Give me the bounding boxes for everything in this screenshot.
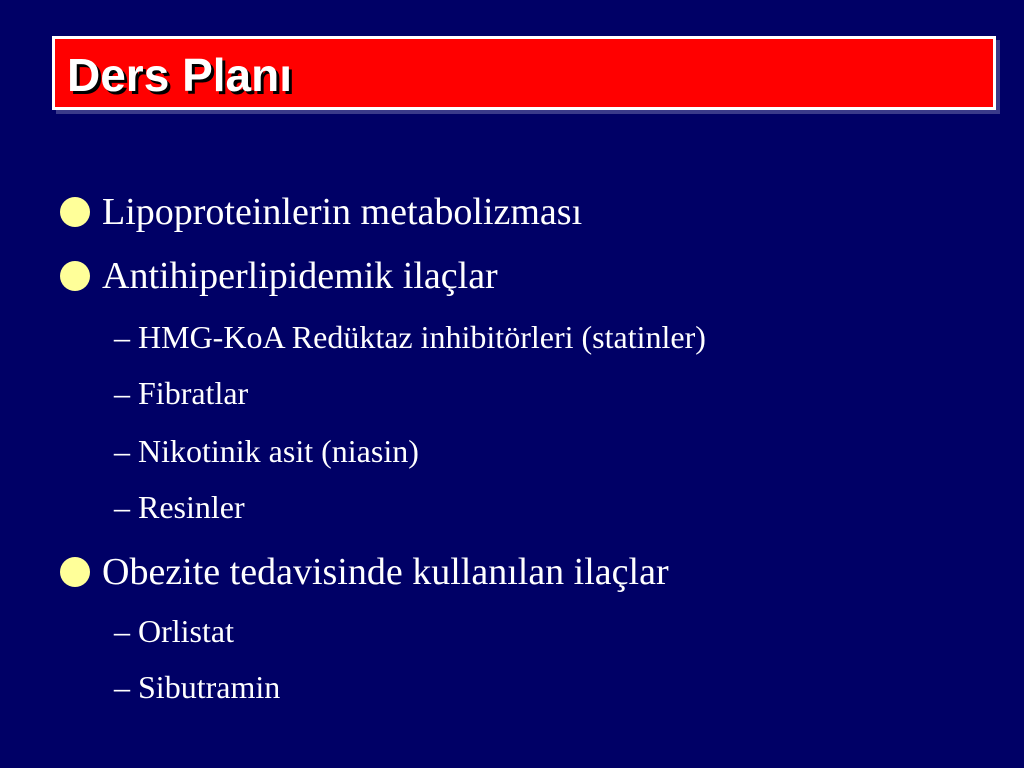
list-item [114,318,706,356]
list-item [60,254,498,298]
list-item-text: Lipoproteinlerin metabolizması [102,191,583,233]
dash-bullet: – [114,433,130,469]
slide-title: Ders Planı [67,49,292,101]
list-item-text: Resinler [138,489,245,525]
dash-bullet: – [114,669,130,705]
dash-bullet: – [114,489,130,525]
bullet-circle-icon [60,261,90,291]
list-item [114,488,245,526]
list-item [114,668,280,706]
list-item-text: Orlistat [138,613,234,649]
bullet-circle-icon [60,557,90,587]
list-item [60,550,669,594]
dash-bullet: – [114,319,130,355]
dash-bullet: – [114,375,130,411]
list-item [60,190,582,234]
list-item-text: Obezite tedavisinde kullanılan ilaçlar [102,551,669,593]
list-item [114,612,234,650]
list-item [114,432,419,470]
bullet-circle-icon [60,197,90,227]
list-item [114,374,248,412]
list-item-text: Antihiperlipidemik ilaçlar [102,255,498,297]
list-item-text: Fibratlar [138,375,249,411]
list-item-text: HMG-KoA Redüktaz inhibitörleri (statinler) [138,319,706,355]
list-item-text: Sibutramin [138,669,281,705]
dash-bullet: – [114,613,130,649]
list-item-text: Nikotinik asit (niasin) [138,433,419,469]
